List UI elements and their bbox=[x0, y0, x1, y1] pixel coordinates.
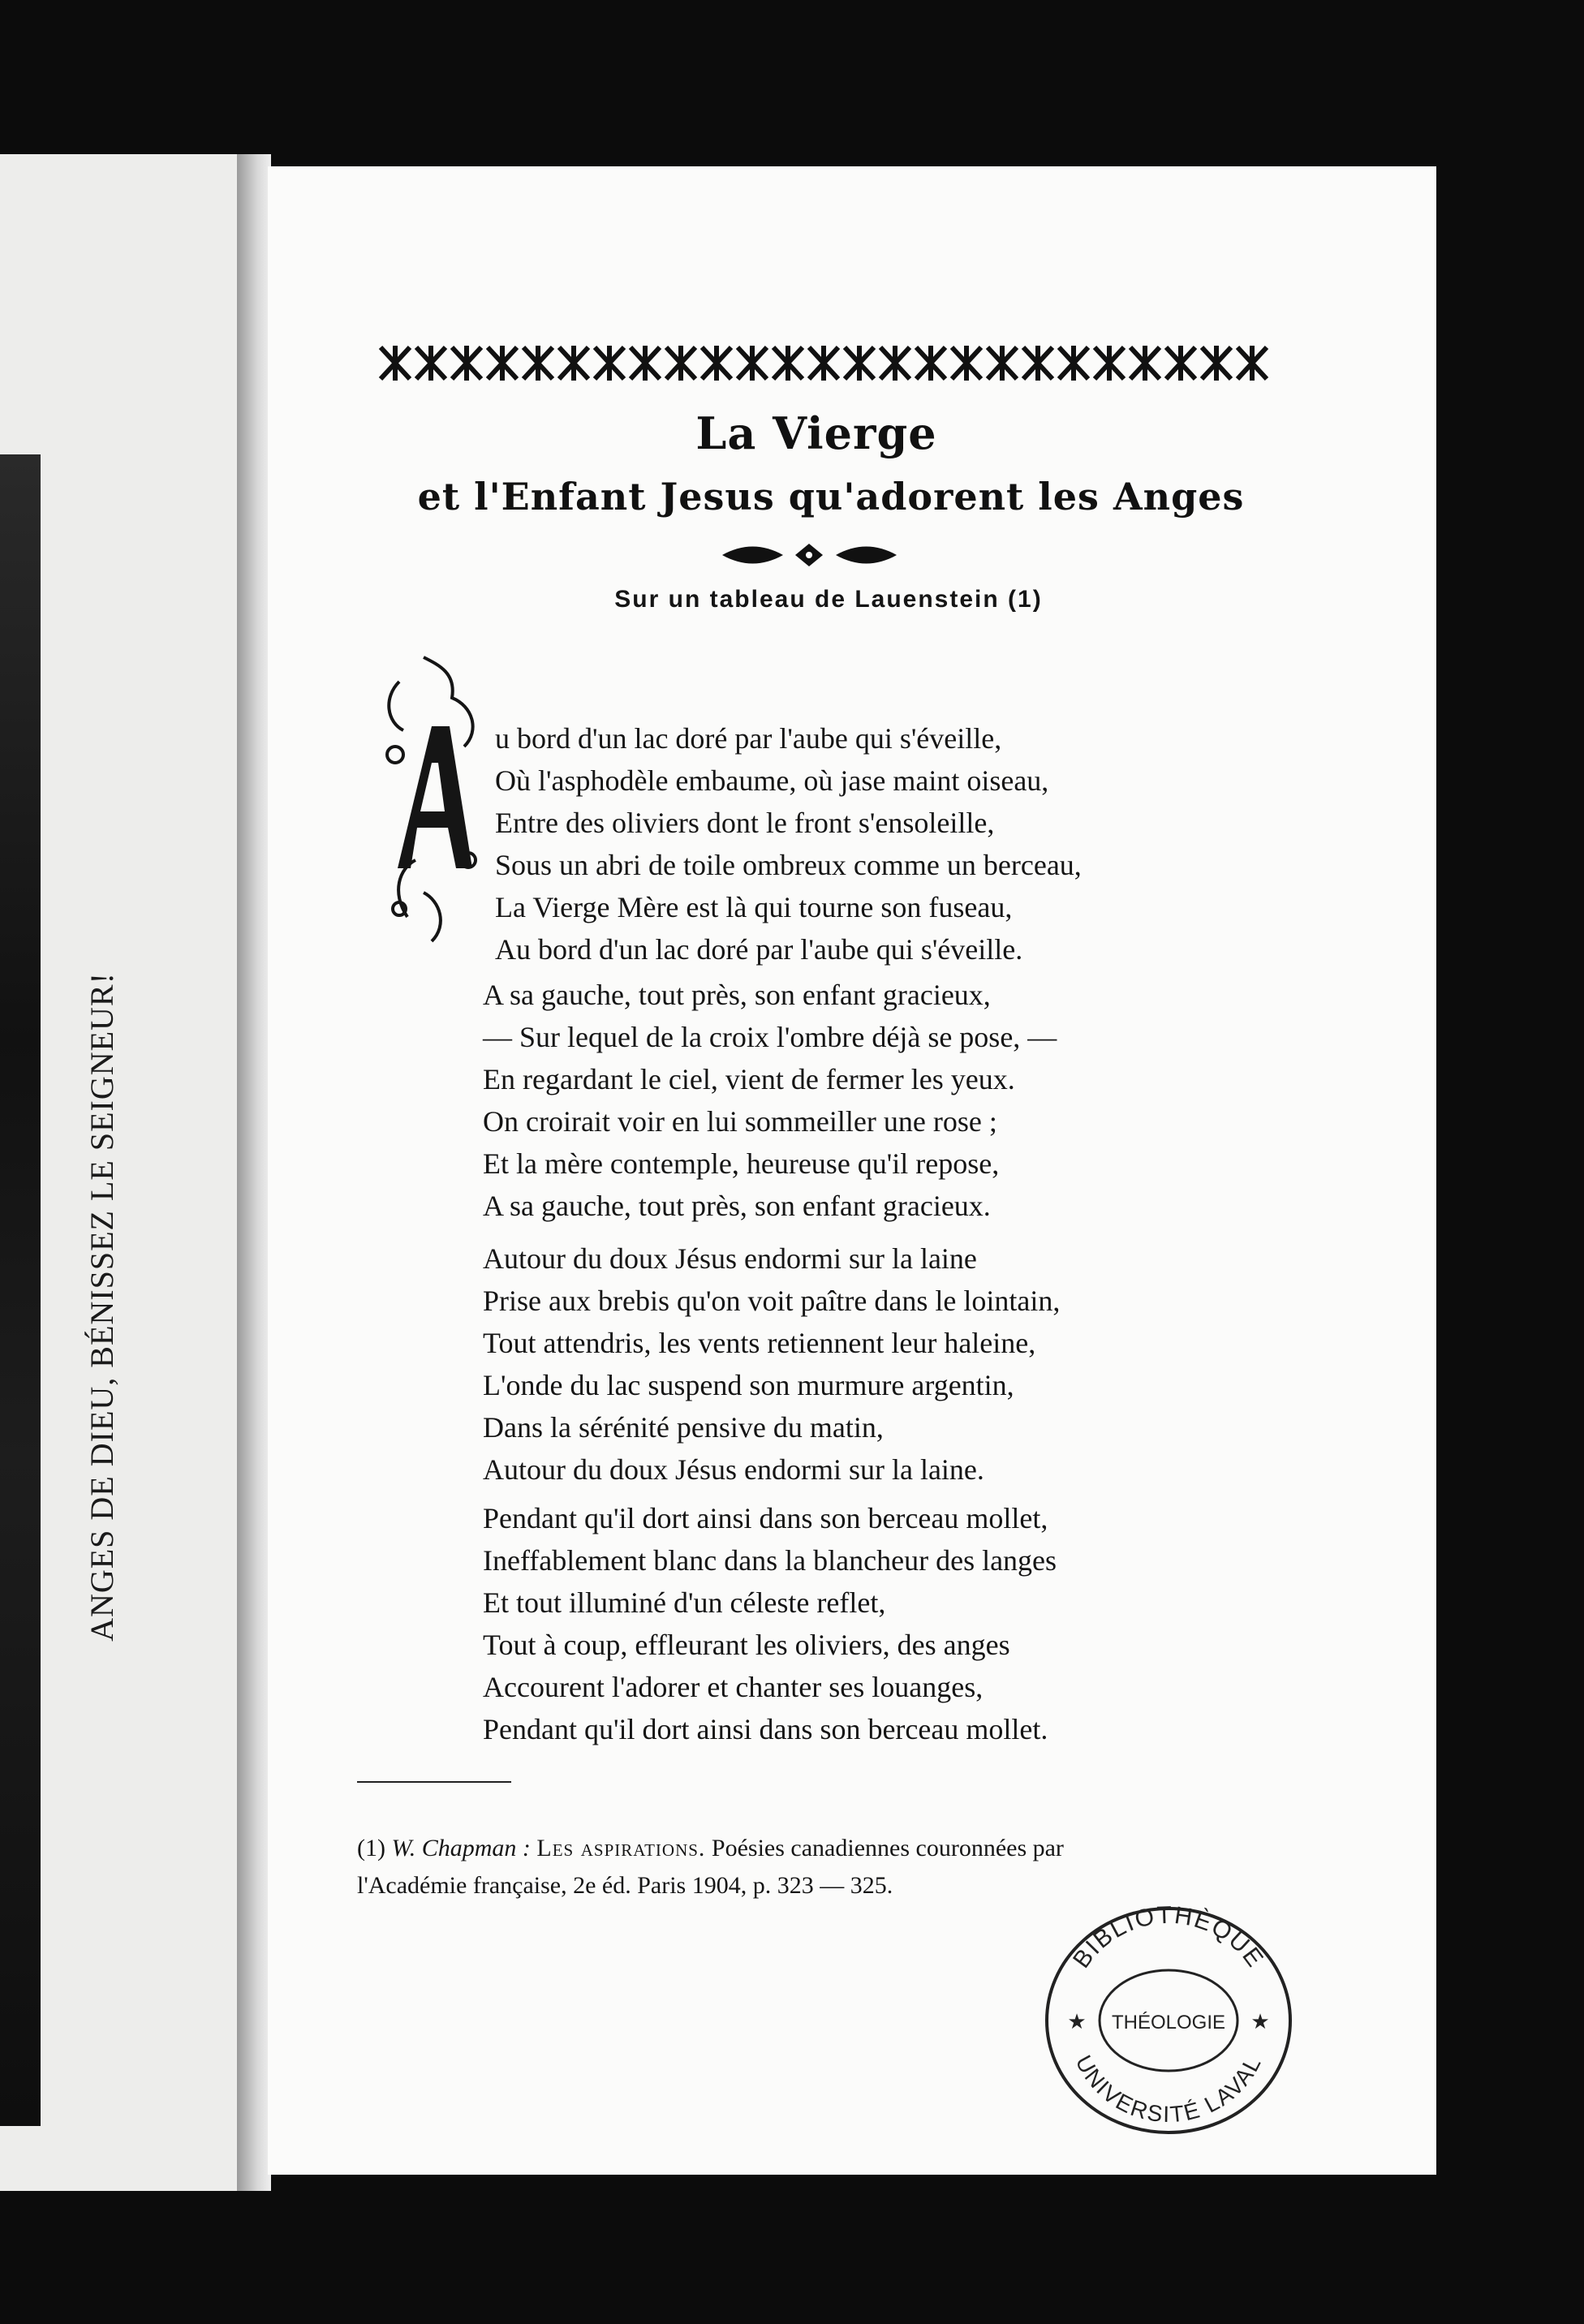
page-gutter bbox=[237, 154, 271, 2191]
border-motif bbox=[916, 346, 945, 381]
verse-line: u bord d'un lac doré par l'aube qui s'éveille, bbox=[495, 722, 1002, 755]
verse-line: Accourent l'adorer et chanter ses louanges, bbox=[483, 1671, 984, 1703]
poem-title: La Vierge bbox=[695, 407, 937, 459]
verse-line: Tout attendris, les vents retiennent leur haleine, bbox=[483, 1327, 1036, 1359]
verse-line: L'onde du lac suspend son murmure argentin, bbox=[483, 1369, 1014, 1401]
stamp-bottom-text: UNIVERSITÉ LAVAL bbox=[1070, 2051, 1267, 2128]
stanza-1 bbox=[495, 717, 1225, 970]
library-stamp bbox=[1035, 1899, 1302, 2142]
border-motif bbox=[416, 346, 446, 381]
footnote-rule bbox=[357, 1781, 511, 1783]
ornamental-border bbox=[377, 341, 1270, 385]
verse-line: Et la mère contemple, heureuse qu'il repose, bbox=[483, 1147, 1000, 1180]
border-motif bbox=[523, 346, 553, 381]
plate-caption bbox=[57, 868, 146, 1745]
illuminated-initial-letter: A bbox=[432, 878, 433, 879]
verse-line: Ineffablement blanc dans la blancheur des langes bbox=[483, 1544, 1057, 1577]
illuminated-initial-a bbox=[375, 649, 489, 949]
border-motif bbox=[952, 346, 981, 381]
stanza-2 bbox=[483, 974, 1213, 1227]
footnote-line-1 bbox=[357, 1830, 1274, 1867]
border-motif bbox=[1238, 346, 1267, 381]
verse-line: Autour du doux Jésus endormi sur la laine bbox=[483, 1242, 977, 1275]
verse-line: Tout à coup, effleurant les oliviers, des anges bbox=[483, 1629, 1010, 1661]
verse-line: Entre des oliviers dont le front s'ensoleille, bbox=[495, 807, 995, 839]
border-motif bbox=[845, 346, 874, 381]
border-motif bbox=[488, 346, 517, 381]
stamp-top-text: BIBLIOTHÈQUE bbox=[1068, 1901, 1269, 1973]
plate-caption-text: ANGES DE DIEU, BÉNISSEZ LE SEIGNEUR! bbox=[83, 971, 120, 1642]
fleuron-ornament bbox=[718, 540, 901, 570]
verse-line: Dans la sérénité pensive du matin, bbox=[483, 1411, 884, 1444]
border-motif bbox=[738, 346, 767, 381]
border-motif bbox=[773, 346, 803, 381]
left-page bbox=[0, 154, 237, 2191]
border-motif bbox=[1095, 346, 1124, 381]
border-motif bbox=[1202, 346, 1231, 381]
verse-line: Pendant qu'il dort ainsi dans son berceau mollet. bbox=[483, 1713, 1048, 1745]
poem-subtitle: et l'Enfant Jesus qu'adorent les Anges bbox=[417, 475, 1245, 519]
border-motif bbox=[1130, 346, 1160, 381]
stamp-star-icon: ★ bbox=[1250, 2010, 1270, 2034]
footnote-book-title: Les aspirations. bbox=[536, 1835, 706, 1861]
border-motif bbox=[381, 346, 410, 381]
stanza-4 bbox=[483, 1497, 1213, 1750]
border-motif bbox=[452, 346, 481, 381]
svg-text:BIBLIOTHÈQUE bbox=[1068, 1902, 1269, 1973]
verse-line: Sous un abri de toile ombreux comme un berceau, bbox=[495, 849, 1082, 881]
verse-line: On croirait voir en lui sommeiller une rose ; bbox=[483, 1105, 997, 1138]
verse-line: A sa gauche, tout près, son enfant gracieux. bbox=[483, 1190, 991, 1222]
verse-line: A sa gauche, tout près, son enfant gracieux, bbox=[483, 979, 991, 1011]
stanza-3 bbox=[483, 1237, 1213, 1491]
footnote-line-1-rest: Poésies canadiennes couronnées par bbox=[711, 1835, 1064, 1861]
verse-line: — Sur lequel de la croix l'ombre déjà se pose, — bbox=[483, 1021, 1057, 1053]
verse-line: Pendant qu'il dort ainsi dans son berceau mollet, bbox=[483, 1502, 1048, 1534]
border-motif bbox=[666, 346, 695, 381]
border-motif bbox=[880, 346, 910, 381]
verse-line: Et tout illuminé d'un céleste reflet, bbox=[483, 1586, 886, 1619]
stamp-star-icon: ★ bbox=[1067, 2010, 1087, 2034]
stamp-center-text: THÉOLOGIE bbox=[1111, 2012, 1226, 2034]
verse-line: En regardant le ciel, vient de fermer les yeux. bbox=[483, 1063, 1015, 1095]
verse-line: Prise aux brebis qu'on voit paître dans le lointain, bbox=[483, 1285, 1061, 1317]
border-motif bbox=[559, 346, 588, 381]
plate-image bbox=[0, 454, 41, 2126]
verse-line: La Vierge Mère est là qui tourne son fuseau, bbox=[495, 891, 1013, 923]
svg-text:UNIVERSITÉ LAVAL bbox=[1070, 2051, 1266, 2128]
border-motif bbox=[1166, 346, 1195, 381]
border-motif bbox=[595, 346, 624, 381]
border-motif bbox=[1023, 346, 1052, 381]
verse-line: Au bord d'un lac doré par l'aube qui s'éveille. bbox=[495, 933, 1023, 966]
border-motif bbox=[702, 346, 731, 381]
verse-line: Où l'asphodèle embaume, où jase maint oiseau, bbox=[495, 764, 1049, 797]
footnote-line-2: l'Académie française, 2e éd. Paris 1904, p. 323 — 325. bbox=[357, 1872, 893, 1899]
footnote-author: W. Chapman : bbox=[391, 1835, 531, 1861]
verse-line: Autour du doux Jésus endormi sur la laine. bbox=[483, 1453, 984, 1486]
border-motif bbox=[1059, 346, 1088, 381]
border-motif bbox=[988, 346, 1017, 381]
footnote bbox=[357, 1830, 1274, 1904]
border-motif bbox=[809, 346, 838, 381]
source-line: Sur un tableau de Lauenstein (1) bbox=[614, 586, 1043, 613]
border-motif bbox=[631, 346, 660, 381]
footnote-marker: (1) bbox=[357, 1835, 385, 1861]
